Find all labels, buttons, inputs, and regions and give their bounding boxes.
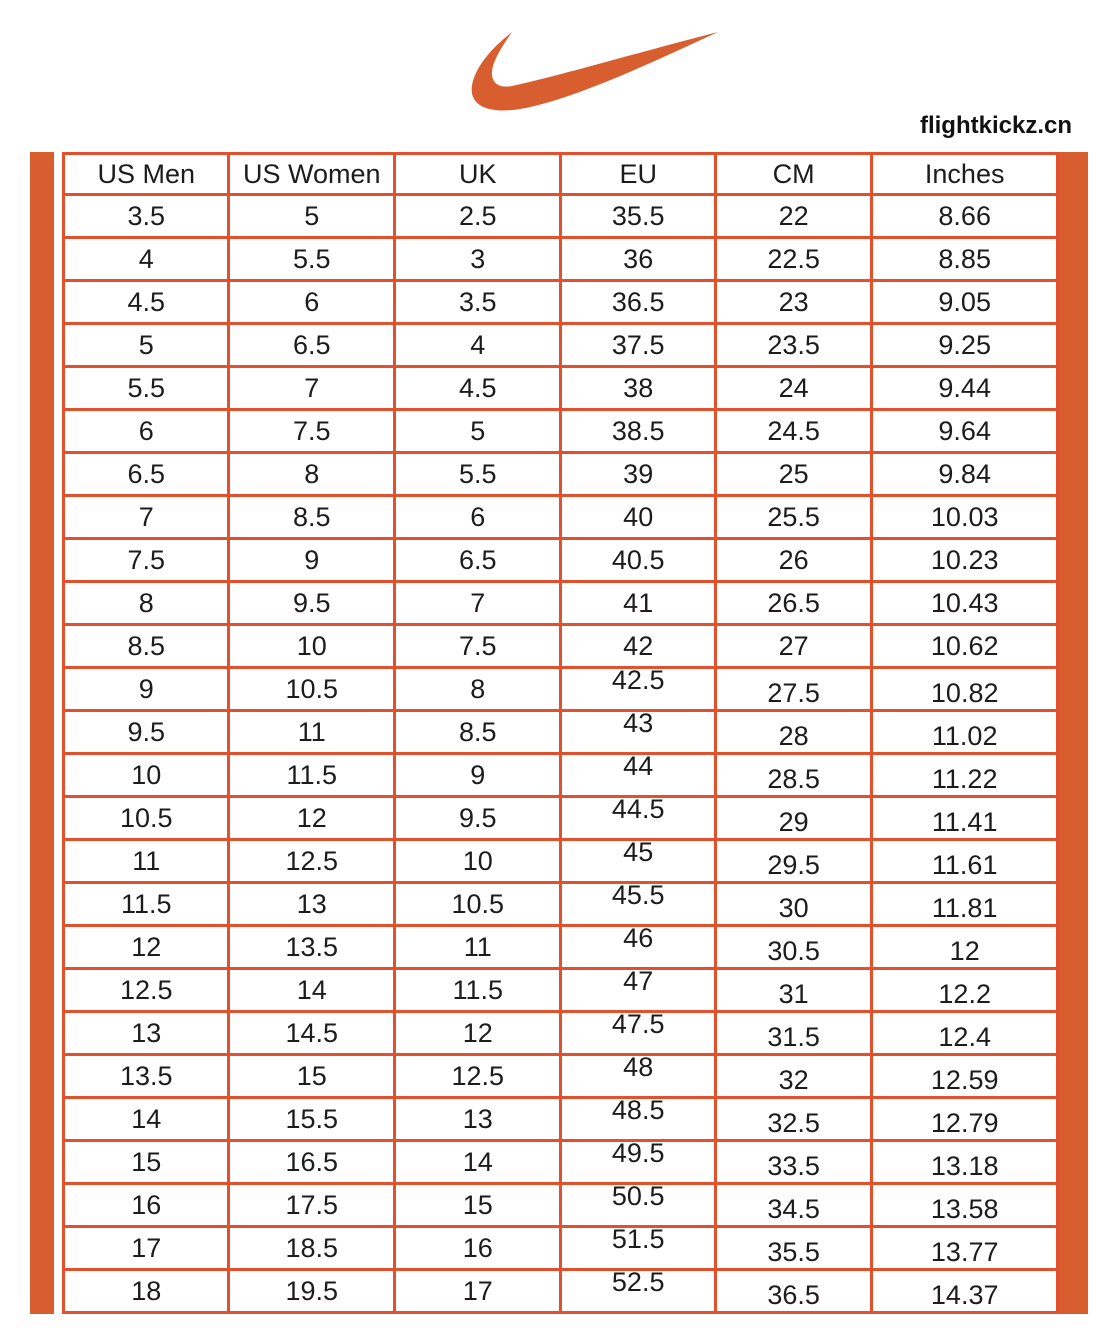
size-cell: 25.5 [715,496,871,539]
size-cell: 9.25 [872,324,1058,367]
size-cell: 3.5 [394,281,561,324]
size-cell: 12.5 [394,1055,561,1098]
column-header-eu: EU [561,154,715,195]
size-cell: 24 [715,367,871,410]
table-row [64,969,1058,1012]
table-row [64,1055,1058,1098]
size-cell: 36 [561,238,715,281]
table-row [64,195,1058,238]
size-cell: 18.5 [229,1227,394,1270]
table-row [64,539,1058,582]
size-cell: 37.5 [561,324,715,367]
size-table-container [30,152,1088,1314]
size-cell: 9.64 [872,410,1058,453]
size-cell: 22.5 [715,238,871,281]
size-cell: 30.5 [715,926,871,969]
size-cell: 6 [394,496,561,539]
size-cell: 7 [394,582,561,625]
size-cell: 2.5 [394,195,561,238]
size-cell: 11.61 [872,840,1058,883]
right-accent-bar [1059,152,1088,1314]
table-row [64,1227,1058,1270]
size-cell: 9 [64,668,229,711]
size-cell: 12.4 [872,1012,1058,1055]
size-cell: 14 [394,1141,561,1184]
size-cell: 11.5 [229,754,394,797]
size-cell: 13 [229,883,394,926]
size-cell: 9.84 [872,453,1058,496]
size-cell: 9 [394,754,561,797]
size-cell: 12 [394,1012,561,1055]
table-row [64,1012,1058,1055]
size-cell: 10.23 [872,539,1058,582]
size-cell: 39 [561,453,715,496]
nike-swoosh-logo [448,28,720,122]
size-cell: 11 [394,926,561,969]
size-cell: 40 [561,496,715,539]
size-cell: 42.5 [561,668,715,711]
size-cell: 33.5 [715,1141,871,1184]
size-cell: 5.5 [229,238,394,281]
size-cell: 8 [394,668,561,711]
size-cell: 14.5 [229,1012,394,1055]
table-header [64,154,1058,195]
left-accent-bar [30,152,54,1314]
size-cell: 8 [229,453,394,496]
table-row [64,324,1058,367]
size-cell: 15 [64,1141,229,1184]
size-cell: 6.5 [64,453,229,496]
size-cell: 44.5 [561,797,715,840]
size-cell: 3 [394,238,561,281]
size-cell: 10.5 [394,883,561,926]
size-cell: 32 [715,1055,871,1098]
size-cell: 47.5 [561,1012,715,1055]
table-row [64,1098,1058,1141]
size-cell: 6 [229,281,394,324]
column-header-us-women: US Women [229,154,394,195]
size-cell: 10.43 [872,582,1058,625]
size-cell: 12 [872,926,1058,969]
size-cell: 43 [561,711,715,754]
size-cell: 31.5 [715,1012,871,1055]
size-cell: 12 [64,926,229,969]
size-cell: 41 [561,582,715,625]
size-cell: 27 [715,625,871,668]
size-cell: 23 [715,281,871,324]
column-header-inches: Inches [872,154,1058,195]
size-cell: 9.05 [872,281,1058,324]
size-cell: 28 [715,711,871,754]
table-row [64,238,1058,281]
size-cell: 3.5 [64,195,229,238]
size-cell: 13.5 [229,926,394,969]
table-row [64,1141,1058,1184]
size-cell: 8 [64,582,229,625]
size-cell: 13.58 [872,1184,1058,1227]
size-cell: 19.5 [229,1270,394,1313]
size-cell: 10 [229,625,394,668]
size-cell: 46 [561,926,715,969]
table-row [64,582,1058,625]
size-cell: 12.79 [872,1098,1058,1141]
size-cell: 42 [561,625,715,668]
size-cell: 8.5 [394,711,561,754]
size-cell: 12.59 [872,1055,1058,1098]
size-cell: 40.5 [561,539,715,582]
column-header-us-men: US Men [64,154,229,195]
table-row [64,625,1058,668]
size-cell: 45.5 [561,883,715,926]
size-cell: 50.5 [561,1184,715,1227]
size-cell: 14.37 [872,1270,1058,1313]
size-cell: 4 [394,324,561,367]
header-row [64,154,1058,195]
size-cell: 5 [394,410,561,453]
table-row [64,883,1058,926]
table-row [64,453,1058,496]
size-cell: 14 [64,1098,229,1141]
size-cell: 48.5 [561,1098,715,1141]
size-cell: 16 [394,1227,561,1270]
size-cell: 12.5 [229,840,394,883]
size-cell: 26.5 [715,582,871,625]
size-cell: 17 [64,1227,229,1270]
size-cell: 7.5 [64,539,229,582]
size-cell: 32.5 [715,1098,871,1141]
size-cell: 12.5 [64,969,229,1012]
table-row [64,281,1058,324]
size-cell: 16 [64,1184,229,1227]
size-cell: 13 [394,1098,561,1141]
size-cell: 8.66 [872,195,1058,238]
size-cell: 28.5 [715,754,871,797]
size-cell: 44 [561,754,715,797]
size-cell: 4 [64,238,229,281]
size-cell: 5.5 [64,367,229,410]
size-cell: 17 [394,1270,561,1313]
size-cell: 36.5 [561,281,715,324]
size-cell: 9 [229,539,394,582]
size-cell: 9.44 [872,367,1058,410]
size-cell: 7 [64,496,229,539]
size-cell: 49.5 [561,1141,715,1184]
table-row [64,926,1058,969]
size-cell: 9.5 [64,711,229,754]
size-cell: 13 [64,1012,229,1055]
size-cell: 23.5 [715,324,871,367]
size-cell: 26 [715,539,871,582]
size-cell: 45 [561,840,715,883]
column-header-cm: CM [715,154,871,195]
size-cell: 34.5 [715,1184,871,1227]
size-cell: 11.02 [872,711,1058,754]
size-cell: 35.5 [715,1227,871,1270]
size-cell: 16.5 [229,1141,394,1184]
size-cell: 13.5 [64,1055,229,1098]
size-cell: 6 [64,410,229,453]
size-cell: 11.41 [872,797,1058,840]
size-cell: 7.5 [394,625,561,668]
nike-swoosh-icon [448,28,720,122]
table-row [64,1184,1058,1227]
table-row [64,797,1058,840]
size-cell: 31 [715,969,871,1012]
size-cell: 13.77 [872,1227,1058,1270]
size-cell: 8.5 [64,625,229,668]
size-cell: 9.5 [229,582,394,625]
size-cell: 10.03 [872,496,1058,539]
size-cell: 15 [394,1184,561,1227]
size-cell: 11.81 [872,883,1058,926]
size-conversion-table [62,152,1059,1314]
size-cell: 5 [64,324,229,367]
size-cell: 38.5 [561,410,715,453]
nike-swoosh-path [472,32,718,111]
size-cell: 13.18 [872,1141,1058,1184]
size-cell: 25 [715,453,871,496]
size-cell: 11.5 [394,969,561,1012]
size-cell: 8.5 [229,496,394,539]
size-cell: 11 [229,711,394,754]
size-cell: 6.5 [394,539,561,582]
table-row [64,754,1058,797]
size-cell: 4.5 [64,281,229,324]
size-cell: 15 [229,1055,394,1098]
size-cell: 29 [715,797,871,840]
size-cell: 10.82 [872,668,1058,711]
size-cell: 27.5 [715,668,871,711]
size-cell: 10 [394,840,561,883]
table-row [64,840,1058,883]
size-cell: 14 [229,969,394,1012]
size-cell: 4.5 [394,367,561,410]
size-cell: 12.2 [872,969,1058,1012]
size-cell: 18 [64,1270,229,1313]
size-cell: 30 [715,883,871,926]
table-row [64,1270,1058,1313]
size-cell: 10.5 [229,668,394,711]
size-cell: 9.5 [394,797,561,840]
size-cell: 24.5 [715,410,871,453]
table-row [64,367,1058,410]
size-cell: 36.5 [715,1270,871,1313]
size-cell: 48 [561,1055,715,1098]
table-row [64,668,1058,711]
size-cell: 7 [229,367,394,410]
size-cell: 11.22 [872,754,1058,797]
size-cell: 10.62 [872,625,1058,668]
size-cell: 8.85 [872,238,1058,281]
size-cell: 17.5 [229,1184,394,1227]
table-row [64,496,1058,539]
table-row [64,711,1058,754]
size-cell: 47 [561,969,715,1012]
size-cell: 5.5 [394,453,561,496]
size-cell: 29.5 [715,840,871,883]
size-cell: 11 [64,840,229,883]
size-cell: 10.5 [64,797,229,840]
size-cell: 12 [229,797,394,840]
size-cell: 6.5 [229,324,394,367]
watermark-text: flightkickz.cn [919,112,1072,139]
size-cell: 52.5 [561,1270,715,1313]
size-cell: 7.5 [229,410,394,453]
size-cell: 22 [715,195,871,238]
size-cell: 11.5 [64,883,229,926]
size-cell: 38 [561,367,715,410]
size-cell: 10 [64,754,229,797]
column-header-uk: UK [394,154,561,195]
size-cell: 51.5 [561,1227,715,1270]
size-cell: 15.5 [229,1098,394,1141]
size-cell: 5 [229,195,394,238]
table-row [64,410,1058,453]
size-cell: 35.5 [561,195,715,238]
